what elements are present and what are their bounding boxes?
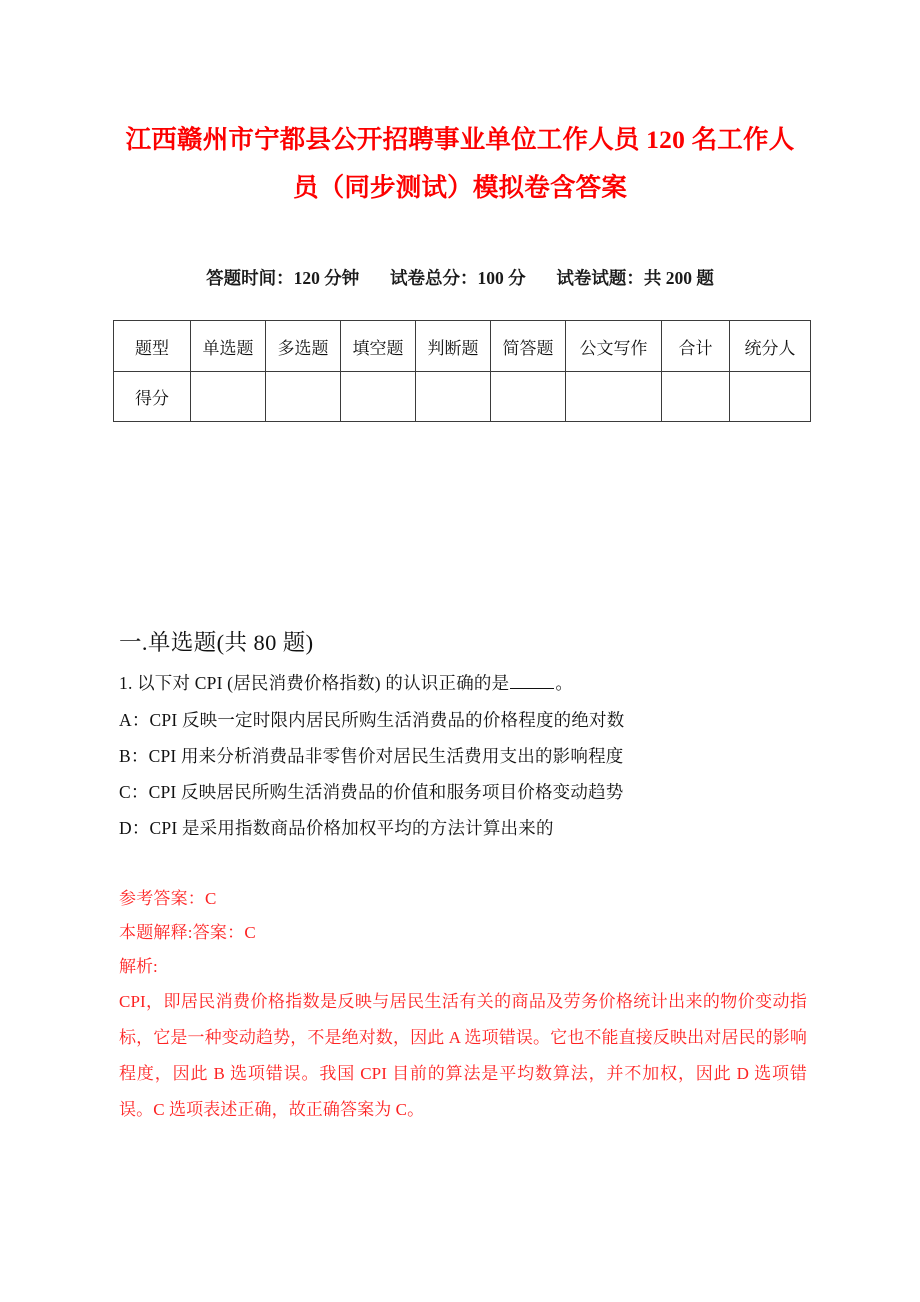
option-c[interactable]: C：CPI 反映居民所购生活消费品的价值和服务项目价格变动趋势 <box>119 782 624 802</box>
question-stem <box>119 665 809 701</box>
option-d[interactable]: D：CPI 是采用指数商品价格加权平均的方法计算出来的 <box>119 818 554 838</box>
table-header-cell: 判断题 <box>416 321 491 372</box>
answer-explanation-block <box>119 882 819 1128</box>
table-header-cell: 填空题 <box>341 321 416 372</box>
question-stem-period: 。 <box>555 673 574 693</box>
score-cell[interactable] <box>662 372 730 422</box>
option-list <box>119 702 809 846</box>
table-row <box>114 321 811 372</box>
answer-time-label: 答题时间：120 分钟 <box>206 268 360 288</box>
question-block <box>119 665 809 846</box>
score-cell[interactable] <box>416 372 491 422</box>
explanation-answer: 本题解释:答案：C <box>119 923 256 942</box>
table-header-cell: 公文写作 <box>566 321 662 372</box>
explanation-body: CPI，即居民消费价格指数是反映与居民生活有关的商品及劳务价格统计出来的物价变动指标，它是一种变动趋势，不是绝对数，因此 A 选项错误。它也不能直接反映出对居民的影响程度，因此 B 选项错误。我国 CPI 目前的算法是平均数算法，并不加权，因此 D 选项错误。C 选项表述正确，故正确答案为 C。 <box>119 992 807 1119</box>
table-row <box>114 372 811 422</box>
page-title: 江西赣州市宁都县公开招聘事业单位工作人员 120 名工作人员（同步测试）模拟卷含答案 <box>125 125 795 202</box>
reference-answer: 参考答案：C <box>119 889 217 908</box>
section-heading-single-choice: 一.单选题(共 80 题) <box>119 630 314 655</box>
table-header-cell: 单选题 <box>191 321 266 372</box>
answer-blank[interactable] <box>510 674 554 689</box>
score-cell[interactable] <box>341 372 416 422</box>
exam-meta-line <box>113 265 807 290</box>
question-count-label: 试卷试题：共 200 题 <box>556 268 714 288</box>
score-cell[interactable] <box>566 372 662 422</box>
total-score-label: 试卷总分：100 分 <box>390 268 526 288</box>
option-b[interactable]: B：CPI 用来分析消费品非零售价对居民生活费用支出的影响程度 <box>119 746 624 766</box>
table-header-cell: 统分人 <box>730 321 811 372</box>
explanation-label: 解析: <box>119 957 158 976</box>
table-header-cell: 合计 <box>662 321 730 372</box>
table-header-cell: 简答题 <box>491 321 566 372</box>
table-header-cell: 多选题 <box>266 321 341 372</box>
score-cell[interactable] <box>266 372 341 422</box>
score-cell[interactable] <box>491 372 566 422</box>
score-table <box>113 320 811 422</box>
table-header-cell: 题型 <box>114 321 191 372</box>
score-row-label: 得分 <box>114 372 191 422</box>
score-cell[interactable] <box>730 372 811 422</box>
score-cell[interactable] <box>191 372 266 422</box>
question-stem-text: 1. 以下对 CPI (居民消费价格指数) 的认识正确的是 <box>119 673 510 693</box>
option-a[interactable]: A：CPI 反映一定时限内居民所购生活消费品的价格程度的绝对数 <box>119 710 625 730</box>
